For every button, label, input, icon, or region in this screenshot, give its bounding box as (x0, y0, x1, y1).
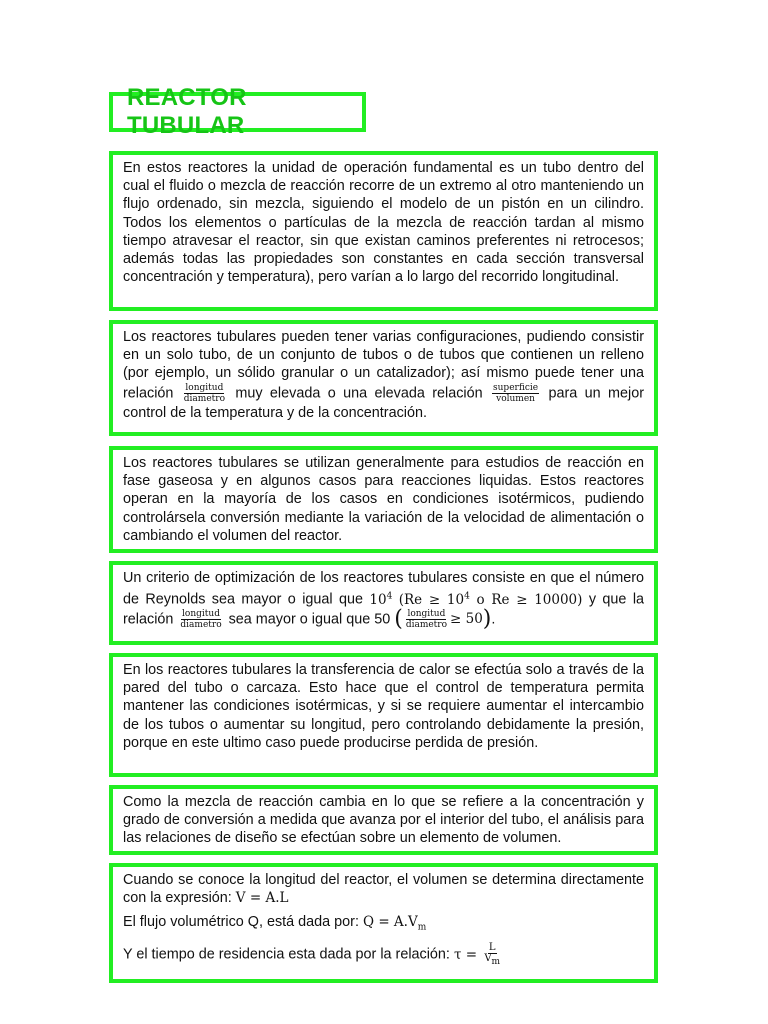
ratio-condition: ( $\frac{\text{longitud}}{\text{diametro}}$ ≥ 50) (394, 606, 492, 632)
ratio-length-diameter-2: $\frac{\text{longitud}}{\text{diametro}}$ (180, 608, 222, 630)
equation-flow: $Q = A.V_m$ (362, 914, 427, 934)
section-uses (109, 446, 658, 553)
volume-element-text: Como la mezcla de reacción cambia en lo que se refiere a la concentración y grado de conversión a medida que avanza por el interior del tubo, el análisis para las relaciones de diseño se efectúan sobre un elemento de volumen. (123, 794, 644, 847)
equation-residence-line: Y el tiempo de residencia esta dada por la relación: τ = $\frac{L}{V_m}$ (123, 943, 644, 967)
equation-volume: V = A.L (235, 890, 289, 907)
equation-volume-line: Cuando se conoce la longitud del reactor, el volumen se determina directamente con la expresión: V = A.L (123, 872, 644, 907)
intro-text: En estos reactores la unidad de operación fundamental es un tubo dentro del cual el fluido o mezcla de reacción recorre de un extremo al otro manteniendo un flujo ordenado, sin mezcla, siguiendo el modelo de un pistón en un cilindro. Todos los elementos o partículas de la mezcla de reacción tardan al mismo tiempo atravesar el reactor, sin que existan caminos preferentes ni retrocesos; además todas las propiedades son constantes en cada sección transversal concentración y temperatura), pero varían a lo largo del recorrido longitudinal. (123, 160, 644, 286)
equation-residence: τ = $\frac{L}{V_m}$ (453, 942, 501, 968)
heat-transfer-text: En los reactores tubulares la transferencia de calor se efectúa solo a través de la pared del tubo o carcaza. Esto hace que el control de temperatura permita mantener las condiciones isotérmicas, y si se requiere aumentar el intercambio de los tubos o aumentar su longitud, pero controlando debidamente la presión, porque en este ultimo caso puede producirse perdida de presión. (123, 662, 644, 751)
section-intro (109, 151, 658, 311)
title-box (109, 84, 366, 139)
uses-text: Los reactores tubulares se utilizan generalmente para estudios de reacción en fase gaseosa y en algunos casos para reacciones liquidas. Estos reactores operan en la mayoría de los casos en condiciones isotérmicos, pudiendo controlársela conversión mediante la variación de la velocidad de alimentación o cambiando el volumen del reactor. (123, 455, 644, 544)
page-title: REACTOR TUBULAR (127, 84, 247, 139)
ratio-surface-volume: $\frac{\text{superficie}}{\text{volumen}}$ (493, 382, 539, 404)
section-configurations (109, 320, 658, 436)
optimization-text: Un criterio de optimización de los reactores tubulares consiste en que el número de Reynolds sea mayor o igual que $10^4$ ($Re \ge 10^4$ o Re ≥ 10000) y que la relación $\frac{\text{longitud}}{\text{diametro}}$ sea mayor o igual que 50 ( $\frac{\text{longitud}}{\text{diametro}}$ ≥ 50). (123, 570, 645, 632)
reynolds-min: $10^4$ (369, 591, 393, 608)
equation-flow-line: El flujo volumétrico Q, está dada por: $Q = A.V_m$ (123, 914, 427, 934)
configurations-text: Los reactores tubulares pueden tener varias configuraciones, pudiendo consistir en un solo tubo, de un conjunto de tubos o de tubos que contienen un relleno (por ejemplo, un sólido granular o un catalizador); así mismo puede tener una relación $\frac{\text{longitud}}{\text{diametro}}$ muy elevada o una elevada relación $\frac{\text{superficie}}{\text{volumen}}$ para un mejor control de la temperatura y de la concentración. (123, 329, 644, 421)
section-volume-element (109, 785, 658, 855)
section-optimization (109, 561, 658, 645)
section-heat-transfer (109, 653, 658, 777)
section-equations (109, 863, 658, 983)
reynolds-condition: ($Re \ge 10^4$ o Re ≥ 10000) (398, 591, 583, 608)
ratio-length-diameter: $\frac{\text{longitud}}{\text{diametro}}$ (183, 382, 225, 404)
